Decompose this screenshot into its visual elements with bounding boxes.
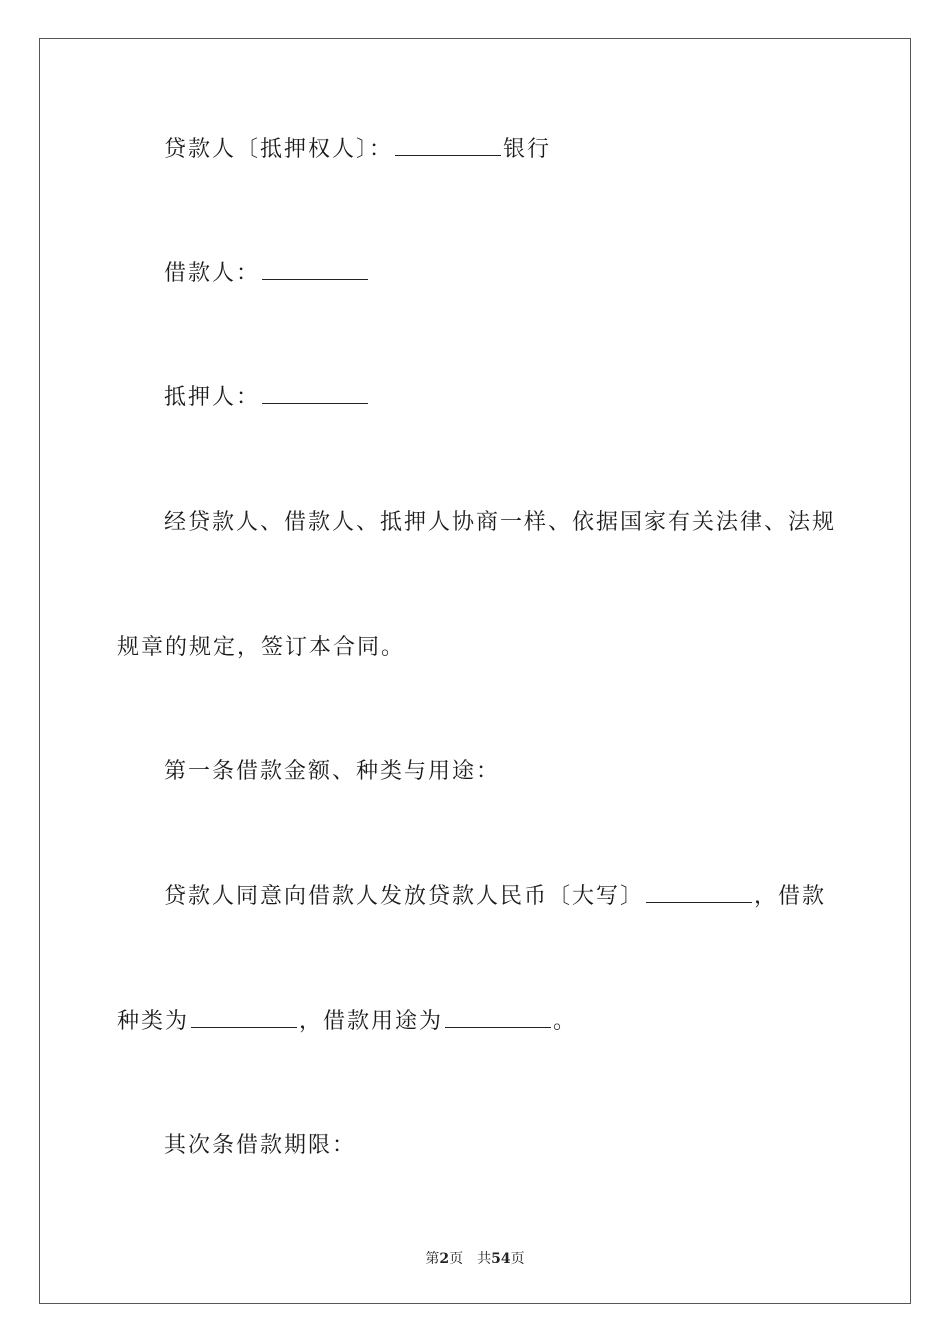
article1-p2-text-c: 。 [553,1009,578,1034]
article1-p2-text-a: 种类为 [117,1009,190,1034]
article1-p1-text-a: 贷款人同意向借款人发放贷款人民币〔大写〕 [164,884,645,909]
article2-title: 其次条借款期限： [164,1133,357,1158]
lender-line [164,136,551,164]
article1-paragraph-line-1 [164,883,826,911]
article1-title: 第一条借款金额、种类与用途： [164,759,501,784]
amount-blank [646,901,752,903]
mortgagor-label: 抵押人： [164,385,261,410]
loan-purpose-blank [445,1026,551,1028]
footer-page-number: 2 [439,1251,450,1267]
lender-blank [395,154,501,156]
loan-type-blank [191,1026,297,1028]
page-footer [0,1248,950,1268]
page-frame [39,38,911,1304]
lender-suffix: 银行 [503,137,552,162]
footer-total-prefix: 共 [477,1251,492,1267]
borrower-label: 借款人： [164,261,261,286]
article1-paragraph-line-2 [117,1008,577,1036]
footer-total-pages: 54 [491,1251,511,1267]
footer-page-prefix: 第 [425,1251,440,1267]
footer-page-suffix: 页 [449,1251,464,1267]
borrower-line [164,260,370,288]
intro-line-2: 规章的规定，签订本合同。 [117,635,406,660]
intro-line-1: 经贷款人、借款人、抵押人协商一样、依据国家有关法律、法规 [164,510,837,535]
borrower-blank [262,278,368,280]
article1-p1-text-b: ，借款 [754,884,827,909]
article1-p2-text-b: ，借款用途为 [299,1009,444,1034]
footer-total-suffix: 页 [510,1251,525,1267]
lender-label: 贷款人〔抵押权人〕： [164,137,394,162]
mortgagor-line [164,384,370,412]
mortgagor-blank [262,402,368,404]
